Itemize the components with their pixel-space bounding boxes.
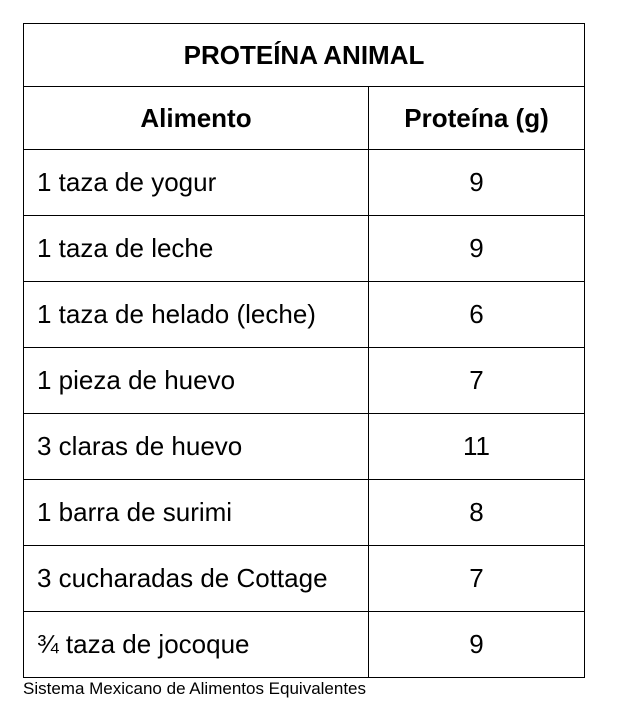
column-header-protein: Proteína (g) [369,87,585,150]
table-title: PROTEÍNA ANIMAL [24,24,585,87]
protein-cell: 8 [369,480,585,546]
protein-cell: 7 [369,348,585,414]
table-title-row [24,24,585,87]
table-row [24,414,585,480]
column-header-food: Alimento [24,87,369,150]
food-cell: 3 claras de huevo [24,414,369,480]
source-note: Sistema Mexicano de Alimentos Equivalentes [23,679,367,698]
table-row [24,282,585,348]
protein-cell: 9 [369,216,585,282]
food-cell: 1 taza de leche [24,216,369,282]
protein-cell: 9 [369,612,585,678]
table-row [24,480,585,546]
food-cell: 1 taza de helado (leche) [24,282,369,348]
table-row [24,348,585,414]
table-row [24,612,585,678]
food-cell: 1 taza de yogur [24,150,369,216]
protein-cell: 9 [369,150,585,216]
protein-cell: 6 [369,282,585,348]
protein-cell: 11 [369,414,585,480]
food-cell: 1 barra de surimi [24,480,369,546]
food-cell: ¾ taza de jocoque [24,612,369,678]
protein-table-container [23,23,584,678]
table-row [24,546,585,612]
protein-table [23,23,585,678]
table-row [24,150,585,216]
food-cell: 3 cucharadas de Cottage [24,546,369,612]
table-header-row [24,87,585,150]
food-cell: 1 pieza de huevo [24,348,369,414]
table-row [24,216,585,282]
protein-cell: 7 [369,546,585,612]
